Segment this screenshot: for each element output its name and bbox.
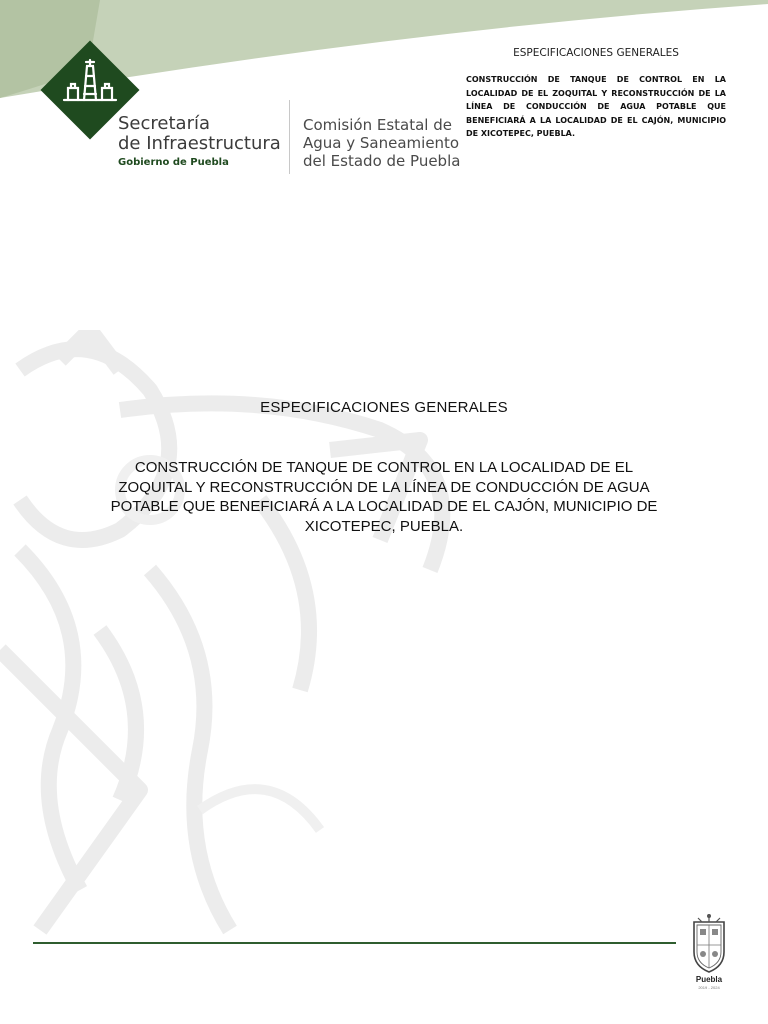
seal-subtitle: 2019 - 2024 (698, 985, 720, 990)
header-document-title: ESPECIFICACIONES GENERALES (513, 47, 679, 59)
comision-name (303, 116, 473, 170)
secretaria-line-2: de Infraestructura (118, 133, 281, 154)
secretaria-line-1: Secretaría (118, 113, 210, 134)
secretaria-name (118, 114, 288, 154)
comision-line-3: del Estado de Puebla (303, 152, 461, 170)
project-description: CONSTRUCCIÓN DE TANQUE DE CONTROL EN LA LOCALIDAD DE EL ZOQUITAL Y RECONSTRUCCIÓN DE LA LÍNEA DE CONDUCCIÓN DE AGUA POTABLE QUE BENEFICIARÁ A LA LOCALIDAD DE EL CAJÓN, MUNICIPIO DE XICOTEPEC, PUEBLA. (110, 459, 658, 535)
footer-divider (33, 942, 676, 944)
background-watermark (0, 330, 520, 970)
seal-label: Puebla (695, 975, 723, 984)
header-project-description: CONSTRUCCIÓN DE TANQUE DE CONTROL EN LA LOCALIDAD DE EL ZOQUITAL Y RECONSTRUCCIÓN DE LA LÍNEA DE CONDUCCIÓN DE AGUA POTABLE QUE BENEFICIARÁ A LA LOCALIDAD DE EL CAJÓN, MUNICIPIO DE XICOTEPEC, PUEBLA. (466, 75, 726, 138)
page-title: ESPECIFICACIONES GENERALES (260, 399, 508, 416)
gobierno-label: Gobierno de Puebla (118, 157, 229, 168)
comision-line-1: Comisión Estatal de (303, 116, 452, 134)
state-seal-icon (688, 912, 730, 974)
logo-divider (289, 100, 290, 174)
comision-line-2: Agua y Saneamiento (303, 134, 460, 152)
